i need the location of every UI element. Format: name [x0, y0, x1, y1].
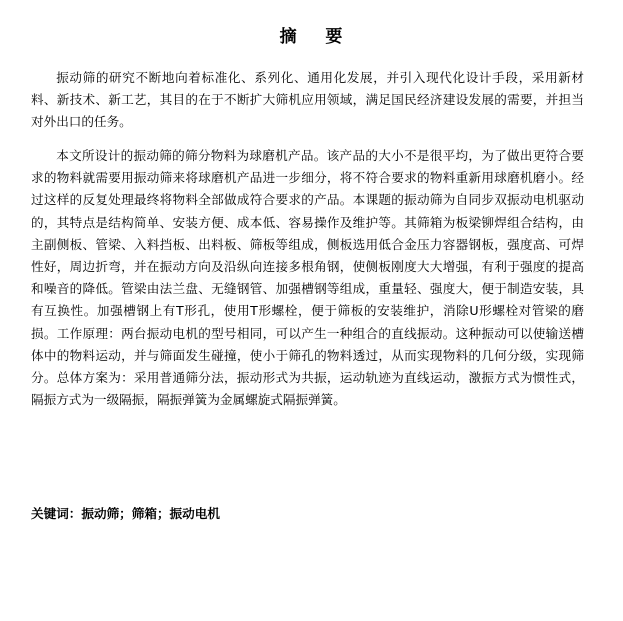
abstract-paragraph-2: 本文所设计的振动筛的筛分物料为球磨机产品。该产品的大小不是很平均，为了做出更符合要求的物料就需要用振动筛来将球磨机产品进一步细分，将不符合要求的物料重新用球磨机磨小。经过这样的反复处理最终将物料全部做成符合要求的产品。本课题的振动筛为自同步双振动电机驱动的，其特点是结构简单、安装方便、成本低、容易操作及维护等。其筛箱为板梁铆焊组合结构，由主副侧板、管梁、入料挡板、出料板、筛板等组成，侧板选用低合金压力容器钢板，强度高、可焊性好，周边折弯，并在振动方向及沿纵向连接多根角钢，使侧板刚度大大增强，有利于强度的提高和噪音的降低。管梁由法兰盘、无缝钢管、加强槽钢等组成，重量轻、强度大，便于制造安装，具有互换性。加强槽钢上有T形孔，使用T形螺栓，便于筛板的安装维护，消除U形螺栓对管梁的磨损。工作原理：两台振动电机的型号相同，可以产生一种组合的直线振动。这种振动可以使输送槽体中的物料运动，并与筛面发生碰撞，使小于筛孔的物料透过，从而实现物料的几何分级，实现筛分。总体方案为：采用普通筛分法，振动形式为共振，运动轨迹为直线运动，激振方式为惯性式，隔振方式为一级隔振，隔振弹簧为金属螺旋式隔振弹簧。	[31, 148, 584, 408]
keywords-line: 关键词：振动筛；筛箱；振动电机	[31, 506, 220, 521]
abstract-title: 摘 要	[279, 27, 344, 47]
abstract-paragraph-1: 振动筛的研究不断地向着标准化、系列化、通用化发展，并引入现代化设计手段，采用新材料、新技术、新工艺，其目的在于不断扩大筛机应用领域，满足国民经济建设发展的需要，并担当对外出口的任务。	[31, 70, 584, 130]
